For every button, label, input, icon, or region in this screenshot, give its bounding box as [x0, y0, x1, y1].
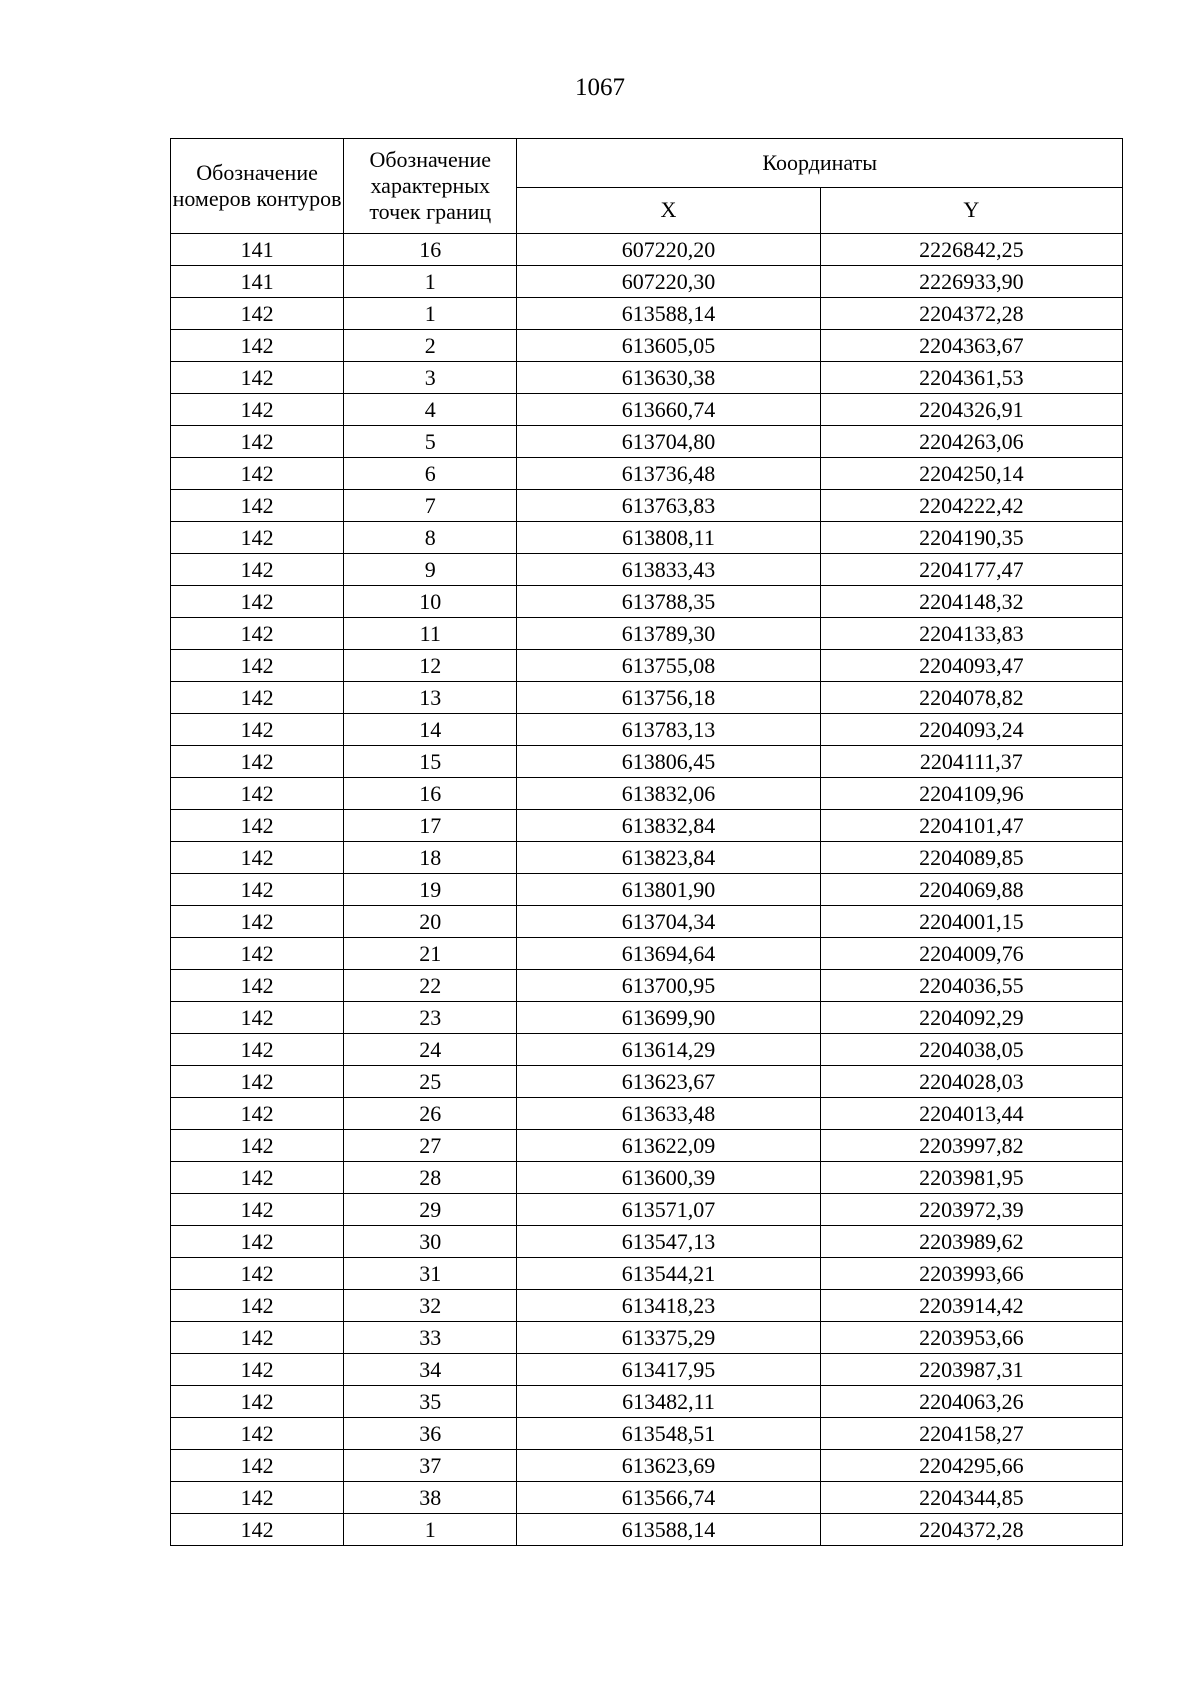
cell-contour-number: 142	[171, 810, 344, 842]
cell-point-number: 34	[344, 1354, 517, 1386]
cell-y: 2203993,66	[820, 1258, 1122, 1290]
cell-x: 613588,14	[517, 298, 820, 330]
cell-contour-number: 142	[171, 394, 344, 426]
cell-y: 2204101,47	[820, 810, 1122, 842]
cell-y: 2204038,05	[820, 1034, 1122, 1066]
cell-y: 2204326,91	[820, 394, 1122, 426]
cell-contour-number: 142	[171, 1322, 344, 1354]
cell-x: 613736,48	[517, 458, 820, 490]
cell-x: 613482,11	[517, 1386, 820, 1418]
cell-point-number: 38	[344, 1482, 517, 1514]
cell-y: 2204036,55	[820, 970, 1122, 1002]
cell-contour-number: 142	[171, 1290, 344, 1322]
cell-x: 613660,74	[517, 394, 820, 426]
table-row	[171, 1322, 1123, 1354]
cell-contour-number: 142	[171, 330, 344, 362]
header-boundary-points: Обозначение характерных точек границ	[344, 139, 517, 234]
page-number: 1067	[575, 74, 625, 101]
cell-y: 2204111,37	[820, 746, 1122, 778]
cell-x: 613566,74	[517, 1482, 820, 1514]
cell-x: 613832,06	[517, 778, 820, 810]
cell-x: 613600,39	[517, 1162, 820, 1194]
table-row	[171, 458, 1123, 490]
table-row	[171, 490, 1123, 522]
cell-contour-number: 142	[171, 1258, 344, 1290]
cell-contour-number: 142	[171, 554, 344, 586]
cell-x: 613801,90	[517, 874, 820, 906]
cell-x: 613755,08	[517, 650, 820, 682]
cell-x: 613704,34	[517, 906, 820, 938]
cell-y: 2204133,83	[820, 618, 1122, 650]
cell-point-number: 19	[344, 874, 517, 906]
table-row	[171, 1514, 1123, 1546]
cell-x: 613547,13	[517, 1226, 820, 1258]
cell-contour-number: 142	[171, 618, 344, 650]
cell-x: 613783,13	[517, 714, 820, 746]
header-contour-numbers: Обозначение номеров контуров	[171, 139, 344, 234]
cell-contour-number: 142	[171, 1418, 344, 1450]
cell-y: 2204009,76	[820, 938, 1122, 970]
table-row	[171, 266, 1123, 298]
cell-point-number: 20	[344, 906, 517, 938]
cell-y: 2204013,44	[820, 1098, 1122, 1130]
cell-y: 2203953,66	[820, 1322, 1122, 1354]
cell-x: 613630,38	[517, 362, 820, 394]
cell-y: 2203981,95	[820, 1162, 1122, 1194]
cell-x: 613417,95	[517, 1354, 820, 1386]
cell-contour-number: 142	[171, 1066, 344, 1098]
table-row	[171, 650, 1123, 682]
cell-point-number: 36	[344, 1418, 517, 1450]
cell-x: 613588,14	[517, 1514, 820, 1546]
cell-contour-number: 142	[171, 458, 344, 490]
cell-point-number: 14	[344, 714, 517, 746]
table-row	[171, 618, 1123, 650]
table-row	[171, 554, 1123, 586]
table-row	[171, 1354, 1123, 1386]
cell-point-number: 13	[344, 682, 517, 714]
cell-y: 2204222,42	[820, 490, 1122, 522]
cell-contour-number: 142	[171, 938, 344, 970]
cell-point-number: 8	[344, 522, 517, 554]
cell-point-number: 9	[344, 554, 517, 586]
cell-x: 613699,90	[517, 1002, 820, 1034]
cell-x: 613789,30	[517, 618, 820, 650]
cell-x: 613704,80	[517, 426, 820, 458]
table-row	[171, 1066, 1123, 1098]
cell-point-number: 1	[344, 1514, 517, 1546]
cell-x: 613823,84	[517, 842, 820, 874]
coordinates-table	[170, 138, 1123, 1546]
cell-point-number: 12	[344, 650, 517, 682]
cell-y: 2204263,06	[820, 426, 1122, 458]
table-row	[171, 298, 1123, 330]
cell-point-number: 2	[344, 330, 517, 362]
cell-contour-number: 142	[171, 874, 344, 906]
cell-point-number: 17	[344, 810, 517, 842]
cell-point-number: 5	[344, 426, 517, 458]
cell-x: 613548,51	[517, 1418, 820, 1450]
cell-point-number: 33	[344, 1322, 517, 1354]
cell-contour-number: 142	[171, 1514, 344, 1546]
cell-y: 2203972,39	[820, 1194, 1122, 1226]
cell-point-number: 35	[344, 1386, 517, 1418]
cell-x: 613694,64	[517, 938, 820, 970]
cell-x: 613605,05	[517, 330, 820, 362]
table-row	[171, 714, 1123, 746]
cell-contour-number: 142	[171, 1450, 344, 1482]
cell-x: 613756,18	[517, 682, 820, 714]
cell-y: 2204069,88	[820, 874, 1122, 906]
cell-x: 613418,23	[517, 1290, 820, 1322]
cell-contour-number: 141	[171, 266, 344, 298]
cell-y: 2204063,26	[820, 1386, 1122, 1418]
header-coordinates: Координаты	[517, 139, 1123, 188]
cell-x: 613375,29	[517, 1322, 820, 1354]
cell-contour-number: 142	[171, 1194, 344, 1226]
cell-point-number: 24	[344, 1034, 517, 1066]
cell-contour-number: 142	[171, 298, 344, 330]
table-row	[171, 1098, 1123, 1130]
cell-point-number: 31	[344, 1258, 517, 1290]
cell-contour-number: 142	[171, 714, 344, 746]
cell-contour-number: 142	[171, 970, 344, 1002]
cell-contour-number: 142	[171, 426, 344, 458]
cell-contour-number: 142	[171, 1098, 344, 1130]
header-x: X	[517, 187, 820, 234]
table-row	[171, 1482, 1123, 1514]
cell-x: 613544,21	[517, 1258, 820, 1290]
table-row	[171, 234, 1123, 266]
cell-x: 613788,35	[517, 586, 820, 618]
cell-x: 613700,95	[517, 970, 820, 1002]
table-row	[171, 394, 1123, 426]
table-row	[171, 1226, 1123, 1258]
cell-y: 2204109,96	[820, 778, 1122, 810]
cell-x: 613622,09	[517, 1130, 820, 1162]
table-row	[171, 906, 1123, 938]
table-row	[171, 1386, 1123, 1418]
cell-contour-number: 142	[171, 1354, 344, 1386]
cell-y: 2204250,14	[820, 458, 1122, 490]
table-row	[171, 330, 1123, 362]
table-row	[171, 778, 1123, 810]
cell-contour-number: 142	[171, 1482, 344, 1514]
cell-point-number: 6	[344, 458, 517, 490]
cell-contour-number: 142	[171, 778, 344, 810]
table-row	[171, 1130, 1123, 1162]
cell-y: 2204093,47	[820, 650, 1122, 682]
cell-contour-number: 141	[171, 234, 344, 266]
table-row	[171, 1194, 1123, 1226]
cell-contour-number: 142	[171, 586, 344, 618]
cell-y: 2204372,28	[820, 1514, 1122, 1546]
cell-contour-number: 142	[171, 650, 344, 682]
cell-point-number: 32	[344, 1290, 517, 1322]
cell-point-number: 16	[344, 778, 517, 810]
cell-y: 2203997,82	[820, 1130, 1122, 1162]
cell-contour-number: 142	[171, 1162, 344, 1194]
table-row	[171, 938, 1123, 970]
cell-y: 2204089,85	[820, 842, 1122, 874]
cell-contour-number: 142	[171, 682, 344, 714]
cell-x: 613808,11	[517, 522, 820, 554]
cell-x: 607220,20	[517, 234, 820, 266]
cell-x: 613623,67	[517, 1066, 820, 1098]
table-row	[171, 810, 1123, 842]
cell-y: 2204372,28	[820, 298, 1122, 330]
cell-point-number: 1	[344, 298, 517, 330]
table-row	[171, 362, 1123, 394]
table-row	[171, 746, 1123, 778]
cell-contour-number: 142	[171, 1386, 344, 1418]
cell-y: 2204190,35	[820, 522, 1122, 554]
cell-point-number: 29	[344, 1194, 517, 1226]
cell-point-number: 10	[344, 586, 517, 618]
table-row	[171, 1290, 1123, 1322]
table-row	[171, 1002, 1123, 1034]
cell-y: 2204363,67	[820, 330, 1122, 362]
table-row	[171, 426, 1123, 458]
cell-contour-number: 142	[171, 1130, 344, 1162]
cell-x: 613633,48	[517, 1098, 820, 1130]
cell-point-number: 15	[344, 746, 517, 778]
table-row	[171, 1418, 1123, 1450]
table-row	[171, 842, 1123, 874]
cell-point-number: 25	[344, 1066, 517, 1098]
cell-point-number: 27	[344, 1130, 517, 1162]
table-row	[171, 1258, 1123, 1290]
cell-x: 613833,43	[517, 554, 820, 586]
cell-y: 2203987,31	[820, 1354, 1122, 1386]
table-body	[171, 234, 1123, 1546]
cell-contour-number: 142	[171, 1034, 344, 1066]
header-y: Y	[820, 187, 1122, 234]
cell-point-number: 23	[344, 1002, 517, 1034]
cell-point-number: 7	[344, 490, 517, 522]
cell-point-number: 11	[344, 618, 517, 650]
cell-contour-number: 142	[171, 1226, 344, 1258]
cell-point-number: 28	[344, 1162, 517, 1194]
cell-contour-number: 142	[171, 842, 344, 874]
cell-y: 2203989,62	[820, 1226, 1122, 1258]
cell-y: 2203914,42	[820, 1290, 1122, 1322]
cell-y: 2204344,85	[820, 1482, 1122, 1514]
cell-y: 2226933,90	[820, 266, 1122, 298]
cell-y: 2204177,47	[820, 554, 1122, 586]
cell-point-number: 37	[344, 1450, 517, 1482]
cell-y: 2204092,29	[820, 1002, 1122, 1034]
cell-y: 2204148,32	[820, 586, 1122, 618]
table-row	[171, 1034, 1123, 1066]
cell-point-number: 22	[344, 970, 517, 1002]
cell-point-number: 3	[344, 362, 517, 394]
cell-point-number: 1	[344, 266, 517, 298]
table-row	[171, 1450, 1123, 1482]
cell-point-number: 30	[344, 1226, 517, 1258]
cell-contour-number: 142	[171, 522, 344, 554]
cell-x: 607220,30	[517, 266, 820, 298]
cell-y: 2204295,66	[820, 1450, 1122, 1482]
cell-point-number: 4	[344, 394, 517, 426]
cell-point-number: 21	[344, 938, 517, 970]
cell-y: 2204361,53	[820, 362, 1122, 394]
cell-y: 2204078,82	[820, 682, 1122, 714]
cell-x: 613832,84	[517, 810, 820, 842]
cell-contour-number: 142	[171, 362, 344, 394]
table-row	[171, 522, 1123, 554]
cell-point-number: 26	[344, 1098, 517, 1130]
cell-x: 613614,29	[517, 1034, 820, 1066]
cell-contour-number: 142	[171, 906, 344, 938]
cell-contour-number: 142	[171, 490, 344, 522]
cell-x: 613623,69	[517, 1450, 820, 1482]
cell-point-number: 18	[344, 842, 517, 874]
table-row	[171, 682, 1123, 714]
cell-contour-number: 142	[171, 1002, 344, 1034]
table-row	[171, 970, 1123, 1002]
cell-x: 613763,83	[517, 490, 820, 522]
cell-y: 2204093,24	[820, 714, 1122, 746]
cell-y: 2204158,27	[820, 1418, 1122, 1450]
cell-y: 2204001,15	[820, 906, 1122, 938]
cell-point-number: 16	[344, 234, 517, 266]
cell-x: 613806,45	[517, 746, 820, 778]
table-row	[171, 1162, 1123, 1194]
cell-x: 613571,07	[517, 1194, 820, 1226]
cell-y: 2226842,25	[820, 234, 1122, 266]
cell-y: 2204028,03	[820, 1066, 1122, 1098]
cell-contour-number: 142	[171, 746, 344, 778]
table-header	[171, 139, 1123, 234]
table-row	[171, 586, 1123, 618]
table-row	[171, 874, 1123, 906]
